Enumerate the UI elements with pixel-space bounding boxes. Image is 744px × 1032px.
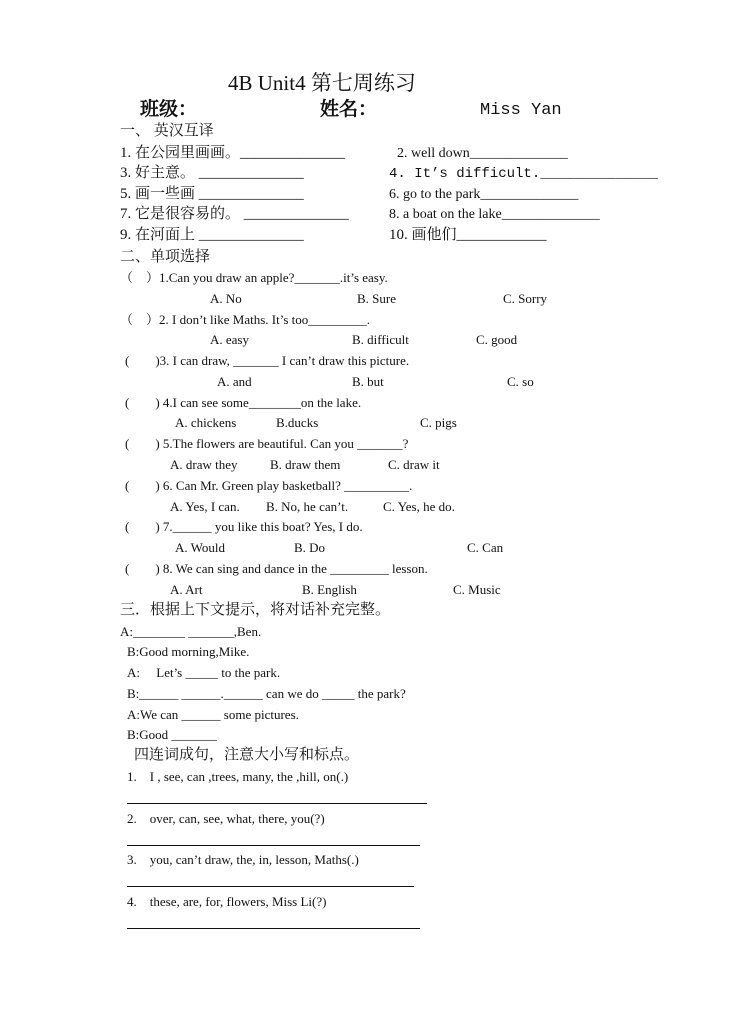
q1-stem: （ ）1.Can you draw an apple?_______.it’s easy. (120, 270, 388, 285)
s4-item-4: 4. these, are, for, flowers, Miss Li(?) (127, 894, 327, 909)
s4-item-2: 2. over, can, see, what, there, you(?) (127, 811, 325, 826)
q5-stem: ( ) 5.The flowers are beautiful. Can you _______? (125, 436, 409, 451)
answer-line-2 (127, 845, 420, 846)
q2-stem: （ ）2. I don’t like Maths. It’s too_________. (120, 312, 371, 327)
q8-option-a: A. Art (170, 582, 203, 597)
section4-heading: 四连词成句，注意大小写和标点。 (134, 747, 360, 763)
s4-item-3: 3. you, can’t draw, the, in, lesson, Maths(.) (127, 852, 359, 867)
q7-option-c: C. Can (467, 540, 504, 555)
dialog-line-5: A:We can ______ some pictures. (127, 707, 299, 722)
section1-heading: 一、 英汉互译 (120, 123, 214, 139)
name-label: 姓名： (320, 99, 378, 120)
q8-option-c: C. Music (453, 582, 501, 597)
q7-option-a: A. Would (175, 540, 225, 555)
answer-line-3 (127, 886, 414, 887)
q8-option-b: B. English (302, 582, 357, 597)
q2-option-b: B. difficult (352, 332, 409, 347)
q3-option-b: B. but (352, 374, 384, 389)
answer-line-4 (127, 928, 420, 929)
q1-option-c: C. Sorry (503, 291, 548, 306)
q4-option-c: C. pigs (420, 415, 457, 430)
q4-option-a: A. chickens (175, 415, 237, 430)
dialog-line-2: B:Good morning,Mike. (127, 644, 250, 659)
s1-item-5: 5. 画一些画 ______________ (120, 186, 304, 202)
s1-item-6: 6. go to the park______________ (389, 187, 579, 202)
q4-option-b: B.ducks (276, 415, 319, 430)
q5-option-b: B. draw them (270, 457, 341, 472)
q6-option-c: C. Yes, he do. (383, 499, 455, 514)
teacher-name: Miss Yan (480, 101, 562, 120)
q4-stem: ( ) 4.I can see some________on the lake. (125, 395, 362, 410)
q1-option-a: A. No (210, 291, 242, 306)
s1-item-10: 10. 画他们____________ (389, 227, 547, 243)
section2-heading: 二、单项选择 (120, 249, 211, 265)
q6-stem: ( ) 6. Can Mr. Green play basketball? __________. (125, 478, 413, 493)
section3-heading: 三．根据上下文提示，将对话补充完整。 (120, 602, 391, 618)
q3-stem: ( )3. I can draw, _______ I can’t draw this picture. (125, 353, 410, 368)
q2-option-a: A. easy (210, 332, 249, 347)
q7-stem: ( ) 7.______ you like this boat? Yes, I do. (125, 519, 363, 534)
q5-option-c: C. draw it (388, 457, 440, 472)
s1-item-1: 1. 在公园里画画。______________ (120, 145, 346, 161)
dialog-line-1: A:________ _______,Ben. (120, 624, 262, 639)
q8-stem: ( ) 8. We can sing and dance in the _________ lesson. (125, 561, 428, 576)
q3-option-c: C. so (507, 374, 534, 389)
q7-option-b: B. Do (294, 540, 326, 555)
class-label: 班级： (140, 99, 198, 120)
q6-option-a: A. Yes, I can. (170, 499, 240, 514)
s1-item-2: 2. well down______________ (397, 146, 568, 161)
s1-item-9: 9. 在河面上 ______________ (120, 227, 304, 243)
q6-option-b: B. No, he can’t. (266, 499, 349, 514)
q2-option-c: C. good (476, 332, 518, 347)
dialog-line-3: A: Let’s _____ to the park. (127, 665, 281, 680)
s1-item-7: 7. 它是很容易的。 ______________ (120, 206, 349, 222)
q3-option-a: A. and (217, 374, 252, 389)
q5-option-a: A. draw they (170, 457, 238, 472)
s4-item-1: 1. I , see, can ,trees, many, the ,hill, on(.) (127, 769, 349, 784)
answer-line-1 (127, 803, 427, 804)
page-title: 4B Unit4 第七周练习 (228, 71, 416, 95)
s1-item-3: 3. 好主意。 ______________ (120, 165, 304, 181)
q1-option-b: B. Sure (357, 291, 396, 306)
dialog-line-4: B:______ ______.______ can we do _____ the park? (127, 686, 406, 701)
s1-item-4: 4. It’s difficult.______________ (389, 166, 658, 182)
dialog-line-6: B:Good _______ (127, 727, 217, 742)
s1-item-8: 8. a boat on the lake______________ (389, 207, 600, 222)
